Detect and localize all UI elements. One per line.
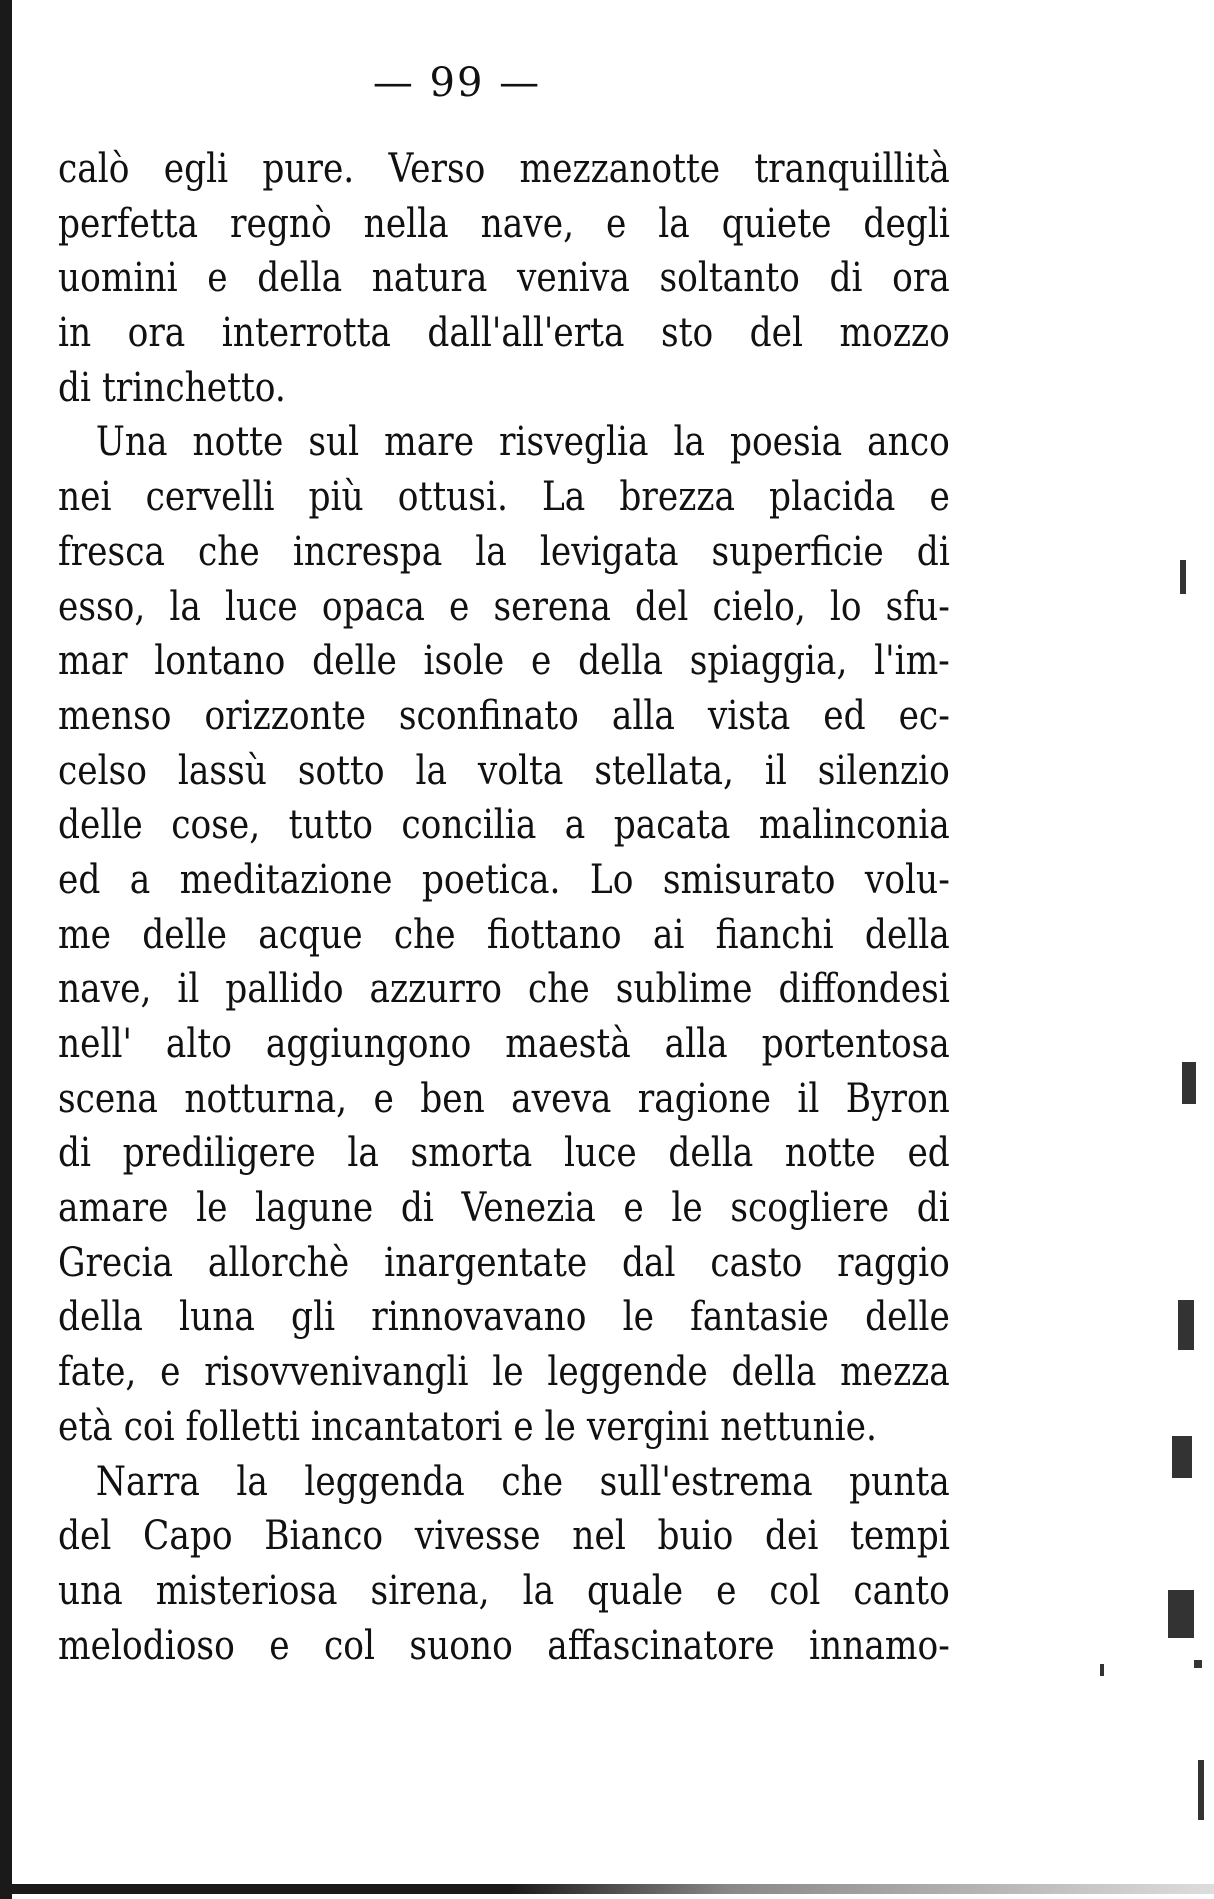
text-line: in ora interrotta dall'all'erta sto del mozzo [58, 310, 950, 357]
text-line: mar lontano delle isole e della spiaggia, l'im- [58, 638, 950, 685]
text-line: scena notturna, e ben aveva ragione il Byron [58, 1075, 950, 1122]
scan-edge-left [0, 0, 12, 1899]
text-line: del Capo Bianco vivesse nel buio dei tempi [58, 1513, 950, 1560]
text-line: perfetta regnò nella nave, e la quiete degli [58, 200, 950, 247]
text-line: me delle acque che fiottano ai fianchi della [58, 911, 950, 958]
text-line: di prediligere la smorta luce della notte ed [58, 1130, 950, 1177]
margin-speck [1100, 1664, 1104, 1676]
text-line: fresca che increspa la levigata superficie di [58, 528, 950, 575]
text-line: fate, e risovvenivangli le leggende della mezza [58, 1349, 950, 1396]
text-line: di trinchetto. [58, 364, 286, 411]
scan-edge-bottom [0, 1884, 1214, 1894]
margin-speck [1178, 1300, 1194, 1350]
margin-speck [1194, 1660, 1202, 1668]
text-line: melodioso e col suono affascinatore innamo- [58, 1622, 950, 1669]
text-line: nei cervelli più ottusi. La brezza placida e [58, 474, 950, 521]
margin-speck [1172, 1436, 1192, 1478]
page-number: — 99 — [372, 60, 542, 106]
text-line: della luna gli rinnovavano le fantasie delle [58, 1294, 950, 1341]
text-line: età coi folletti incantatori e le vergini nettunie. [58, 1403, 877, 1450]
text-line: uomini e della natura veniva soltanto di ora [58, 255, 950, 302]
page-header [0, 60, 1214, 106]
body-text [58, 142, 950, 1673]
text-line: celso lassù sotto la volta stellata, il silenzio [58, 747, 950, 794]
text-line: una misteriosa sirena, la quale e col canto [58, 1567, 950, 1614]
margin-speck [1198, 1760, 1204, 1820]
margin-speck [1180, 560, 1186, 594]
text-line: Una notte sul mare risveglia la poesia anco [95, 419, 950, 466]
text-line: amare le lagune di Venezia e le scogliere di [58, 1185, 950, 1232]
margin-speck [1168, 1590, 1194, 1638]
text-line: Grecia allorchè inargentate dal casto raggio [58, 1239, 950, 1286]
text-line: Narra la leggenda che sull'estrema punta [95, 1458, 950, 1505]
margin-speck [1182, 1062, 1196, 1104]
text-line: delle cose, tutto concilia a pacata malinconia [58, 802, 950, 849]
text-line: calò egli pure. Verso mezzanotte tranquillità [58, 146, 950, 192]
text-line: menso orizzonte sconfinato alla vista ed ec- [58, 692, 950, 739]
text-line: nave, il pallido azzurro che sublime diffondesi [58, 966, 950, 1013]
text-line: esso, la luce opaca e serena del cielo, lo sfu- [58, 583, 950, 630]
text-line: ed a meditazione poetica. Lo smisurato volu- [58, 856, 950, 903]
text-line: nell' alto aggiungono maestà alla portentosa [58, 1021, 950, 1067]
